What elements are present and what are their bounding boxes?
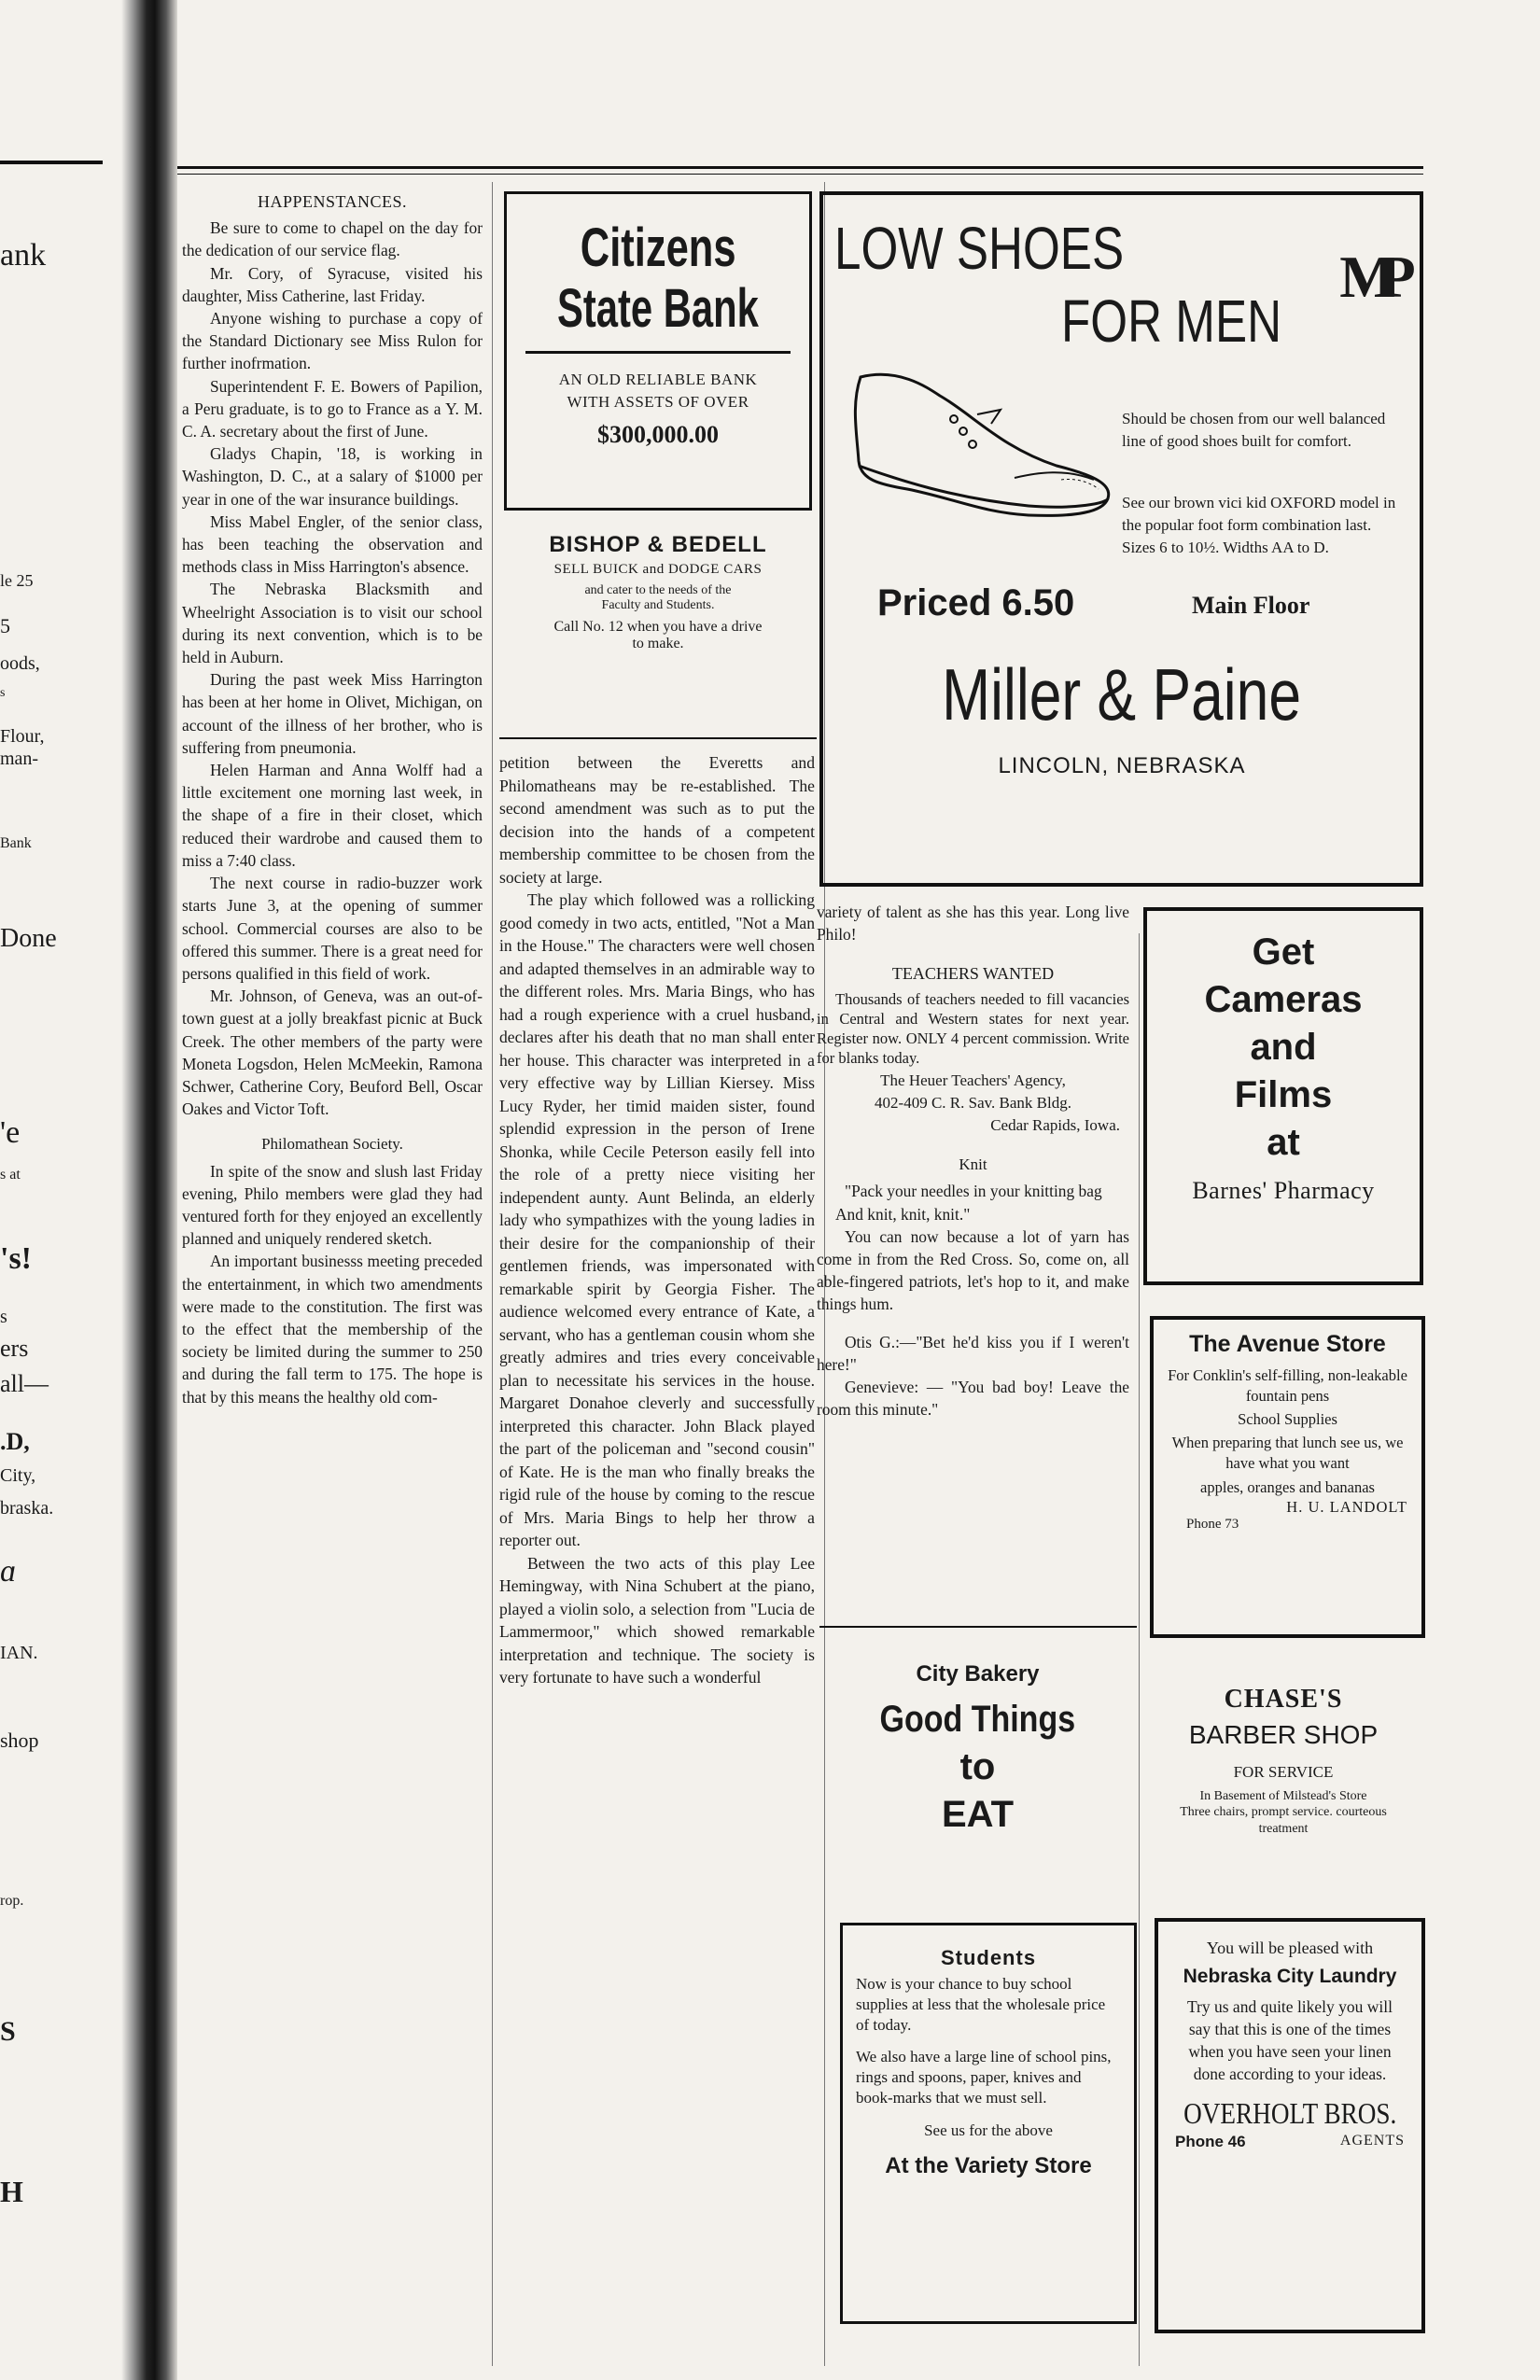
margin-fragment: s at — [0, 1167, 21, 1183]
agency-name: The Heuer Teachers' Agency, — [880, 1071, 1066, 1089]
margin-fragment: City, — [0, 1465, 36, 1486]
barber-text: Three chairs, prompt service. courteous treatment — [1180, 1805, 1387, 1836]
laundry-text: You will be pleased with — [1206, 1939, 1374, 1957]
dealer-line: and cater to the needs of the — [584, 583, 732, 597]
news-item: petition between the Everetts and Philomatheans may be re-established. The second amendment was such as to put the decision into the hands of a competent membership committee to be chosen from the society at large. — [499, 753, 815, 887]
ad-separator — [499, 737, 817, 739]
news-item: Genevieve: — "You bad boy! Leave the room this minute." — [817, 1378, 1129, 1420]
news-item: Mr. Cory, of Syracuse, visited his daughter, Miss Catherine, last Friday. — [182, 263, 483, 305]
margin-fragment: s — [0, 1307, 7, 1327]
column3-text — [499, 751, 815, 1689]
chase-barber-ad — [1143, 1685, 1423, 1838]
philo-title: Philomathean Society. — [261, 1135, 403, 1154]
news-item: During the past week Miss Harrington has been at her home in Olivet, Michigan, on account of the illness of her brother, who is suffering from pneumonia. — [182, 670, 483, 757]
news-item: The Nebraska Blacksmith and Wheelright Association is to visit our school during its next convention, which is to be held in Auburn. — [182, 580, 483, 667]
low-shoes-ad — [819, 191, 1423, 887]
shoes-store-city: LINCOLN, NEBRASKA — [998, 753, 1246, 778]
dealer-line: to make. — [632, 636, 684, 651]
bakery-slogan: EAT — [941, 1794, 1015, 1835]
top-rule-thin — [177, 174, 1423, 175]
barber-text: In Basement of Milstead's Store — [1199, 1789, 1367, 1803]
bank-tagline: WITH ASSETS OF OVER — [567, 393, 749, 411]
news-item: variety of talent as she has this year. Long live Philo! — [817, 903, 1129, 945]
news-item: Superintendent F. E. Bowers of Papilion, a Peru graduate, is to go to France as a Y. M. C. A. secretary about the first of June. — [182, 376, 483, 441]
margin-fragment: shop — [0, 1729, 39, 1752]
bank-name-line1: Citizens — [580, 217, 736, 278]
avenue-text: For Conklin's self-filling, non-leakable fountain pens — [1168, 1366, 1407, 1405]
margin-fragment: IAN. — [0, 1643, 38, 1663]
bakery-slogan: to — [959, 1746, 996, 1787]
dealer-line: Call No. 12 when you have a drive — [553, 619, 763, 635]
mp-logo: MP — [1339, 244, 1399, 310]
news-item: Anyone wishing to purchase a copy of the Standard Dictionary see Miss Rulon for further inofrmation. — [182, 309, 483, 373]
bishop-bedell-ad — [499, 532, 817, 652]
margin-fragment: Done — [0, 924, 57, 953]
variety-store-name: At the Variety Store — [885, 2153, 1092, 2178]
news-item: Helen Harman and Anna Wolff had a little excitement one morning last week, in the shape of a fire in their closet, which reduced their wardrobe and caused them to miss a 7:40 class. — [182, 761, 483, 870]
news-item: And knit, knit, knit." — [835, 1204, 971, 1224]
shoes-price: Priced 6.50 — [877, 582, 1075, 623]
laundry-phone: Phone 46 — [1175, 2133, 1246, 2150]
margin-fragment: .D, — [0, 1428, 30, 1455]
variety-title: Students — [940, 1946, 1037, 1969]
bank-tagline: AN OLD RELIABLE BANK — [558, 371, 758, 388]
margin-fragment: 's! — [0, 1241, 32, 1276]
avenue-text: When preparing that lunch see us, we have what you want — [1171, 1434, 1404, 1472]
news-item: Otis G.:—"Bet he'd kiss you if I weren't here!" — [817, 1332, 1129, 1374]
margin-fragment: ɑ — [0, 1554, 16, 1589]
news-item: Gladys Chapin, '18, is working in Washington, D. C., at a salary of $1000 per year in one of the war insurance buildings. — [182, 444, 483, 509]
cameras-line: at — [1267, 1122, 1300, 1163]
barber-title: CHASE'S — [1224, 1685, 1343, 1714]
barber-subtitle: BARBER SHOP — [1188, 1720, 1379, 1749]
column-rule — [492, 182, 493, 2366]
laundry-text: Try us and quite likely you will say that this is one of the times when you have seen your linen done according to your ideas. — [1186, 1997, 1393, 2083]
margin-fragment: ank — [0, 238, 47, 273]
citizens-bank-ad — [504, 191, 812, 511]
happenstances-title: HAPPENSTANCES. — [257, 192, 408, 211]
shoes-headline: FOR MEN — [1061, 287, 1282, 355]
cameras-ad — [1143, 907, 1423, 1285]
bank-assets: $300,000.00 — [597, 421, 719, 448]
bank-name-line2: State Bank — [557, 278, 759, 339]
avenue-text: School Supplies — [1238, 1410, 1337, 1428]
laundry-agents: AGENTS — [1339, 2133, 1405, 2149]
shoes-floor: Main Floor — [1192, 592, 1310, 619]
dealer-line: Faculty and Students. — [601, 598, 715, 612]
teachers-ad: Thousands of teachers needed to fill vacancies in Central and Western states for next year. Register now. ONLY 4 percent commission. Write for blanks today. — [817, 989, 1129, 1067]
variety-text: We also have a large line of school pins, rings and spoons, paper, knives and book-marks that we must sell. — [856, 2048, 1112, 2107]
shoes-store-name: Miller & Paine — [942, 653, 1302, 735]
knit-title: Knit — [959, 1155, 987, 1174]
margin-fragment: all— — [0, 1370, 49, 1397]
avenue-phone: Phone 73 — [1186, 1517, 1239, 1532]
margin-fragment: 5 — [0, 614, 10, 637]
shoes-headline: LOW SHOES — [834, 215, 1125, 282]
cameras-line: Cameras — [1204, 979, 1363, 1020]
variety-text: See us for the above — [924, 2121, 1053, 2139]
dealer-line: SELL BUICK and DODGE CARS — [553, 562, 763, 577]
barber-service: FOR SERVICE — [1233, 1763, 1334, 1781]
dealer-name: BISHOP & BEDELL — [549, 532, 767, 557]
margin-fragment: braska. — [0, 1498, 54, 1519]
margin-rule — [0, 161, 103, 164]
news-item: The next course in radio-buzzer work starts June 3, at the opening of summer school. Commercial courses are also to be offered this summer. There is a great need for persons qualified in this field of work. — [182, 874, 483, 983]
margin-fragment: ers — [0, 1335, 29, 1362]
avenue-title: The Avenue Store — [1189, 1331, 1386, 1357]
news-item: Between the two acts of this play Lee Hemingway, with Nina Schubert at the piano, played a violin solo, a selection from "Lucia de Lammermoor," which showed remarkable interpretation and technique. The society is very fortunate to have such a wonderful — [499, 1553, 815, 1687]
margin-fragment: man- — [0, 749, 39, 769]
news-item: Miss Mabel Engler, of the senior class, has been teaching the observation and methods class in Miss Harrington's absence. — [182, 511, 483, 577]
variety-text: Now is your chance to buy school supplies at less that the wholesale price of today. — [856, 1975, 1106, 2034]
happenstances-column — [182, 187, 483, 1408]
pharmacy-name: Barnes' Pharmacy — [1192, 1177, 1375, 1204]
cameras-line: and — [1250, 1027, 1317, 1068]
page-binding-shadow — [121, 0, 177, 2380]
news-item: In spite of the snow and slush last Friday evening, Philo members were glad they had ventured forth for they enjoyed an excellently planned and uniquely rendered sketch. — [182, 1161, 483, 1249]
news-item: You can now because a lot of yarn has come in from the Red Cross. So, come on, all able-fingered patriots, let's hop to it, and make things hum. — [817, 1226, 1129, 1314]
agency-city: Cedar Rapids, Iowa. — [990, 1116, 1120, 1135]
news-item: "Pack your needles in your knitting bag — [845, 1182, 1102, 1201]
shoe-illustration — [842, 358, 1122, 536]
column-rule — [1139, 933, 1140, 2366]
news-item: Be sure to come to chapel on the day for the dedication of our service flag. — [182, 218, 483, 260]
bakery-slogan: Good Things — [879, 1699, 1076, 1740]
variety-store-ad — [840, 1923, 1137, 2324]
cameras-line: Get — [1252, 931, 1315, 973]
avenue-text: apples, oranges and bananas — [1200, 1478, 1375, 1496]
margin-fragment: le 25 — [0, 571, 34, 590]
margin-fragment: 'e — [0, 1115, 21, 1150]
margin-fragment: rop. — [0, 1893, 24, 1909]
laundry-agent: OVERHOLT BROS. — [1183, 2096, 1397, 2130]
news-item: Mr. Johnson, of Geneva, was an out-of-town guest at a jolly breakfast picnic at Buck Creek. The other members of the party were Moneta Logsdon, Helen McMeekin, Ramona Schwer, Catherine Cory, Beuford Bell, Oscar Oakes and Victor Toft. — [182, 987, 483, 1119]
avenue-owner: H. U. LANDOLT — [1286, 1498, 1407, 1516]
laundry-ad — [1155, 1918, 1425, 2333]
ad-separator — [819, 1626, 1137, 1628]
margin-fragment: Flour, — [0, 726, 45, 747]
avenue-store-ad — [1150, 1316, 1425, 1638]
top-rule — [177, 166, 1423, 169]
bakery-name: City Bakery — [916, 1661, 1040, 1687]
agency-address: 402-409 C. R. Sav. Bank Bldg. — [875, 1093, 1071, 1112]
margin-fragment: Bank — [0, 835, 32, 851]
margin-fragment: s — [0, 686, 6, 700]
shoes-description: Should be chosen from our well balanced line of good shoes built for comfort. — [1122, 410, 1386, 450]
column4-text — [817, 901, 1129, 1421]
margin-fragment: oods, — [0, 653, 40, 674]
margin-fragment: S — [0, 2016, 16, 2047]
cameras-line: Films — [1234, 1074, 1333, 1115]
teachers-title: TEACHERS WANTED — [891, 964, 1055, 984]
shoes-description: See our brown vici kid OXFORD model in the popular foot form combination last. Sizes 6 to 10½. Widths AA to D. — [1122, 494, 1396, 556]
margin-fragment: H — [0, 2175, 23, 2208]
city-bakery-ad — [821, 1661, 1134, 1836]
news-item: An important businesss meeting preceded the entertainment, in which two amendments were made to the constitution. The first was to the effect that the membership of the society be limited during the summer to 250 and during the fall term to 175. The hope is that by this means the healthy old com- — [182, 1252, 483, 1407]
laundry-name: Nebraska City Laundry — [1183, 1966, 1397, 1987]
news-item: The play which followed was a rollicking good comedy in two acts, entitled, "Not a Man in the House." The characters were well chosen and adapted themselves in an admirable way to the different roles. Mrs. Maria Bings, who has had a rough experience with a cruel husband, declares after his death that no man shall enter her house. This character was interpreted in a very effective way by Lillian Kiersey. Miss Lucy Ryder, her timid maiden sister, found splendid expression in the person of Irene Shonka, while Cecile Peterson easily fell into the role of a pretty niece visiting her independent aunty. Aunt Belinda, an elderly lady who sympathizes with the young ladies in their desire for the companionship of their gentlemen friends, was impersonated with remarkable spirit by Georgia Fisher. The audience welcomed every entrance of Kate, a servant, who has a gentleman cousin whom she greatly admires and tries every conceivable plan to necessitate his services in the house. Margaret Donahoe cleverly and successfully interpreted this character. John Black played the part of the policeman and "second cousin" of Kate. He is the man who finally breaks the rigid rule of the house by coming to the rescue of Mrs. Maria Bings to help her throw a reporter out. — [499, 890, 815, 1549]
